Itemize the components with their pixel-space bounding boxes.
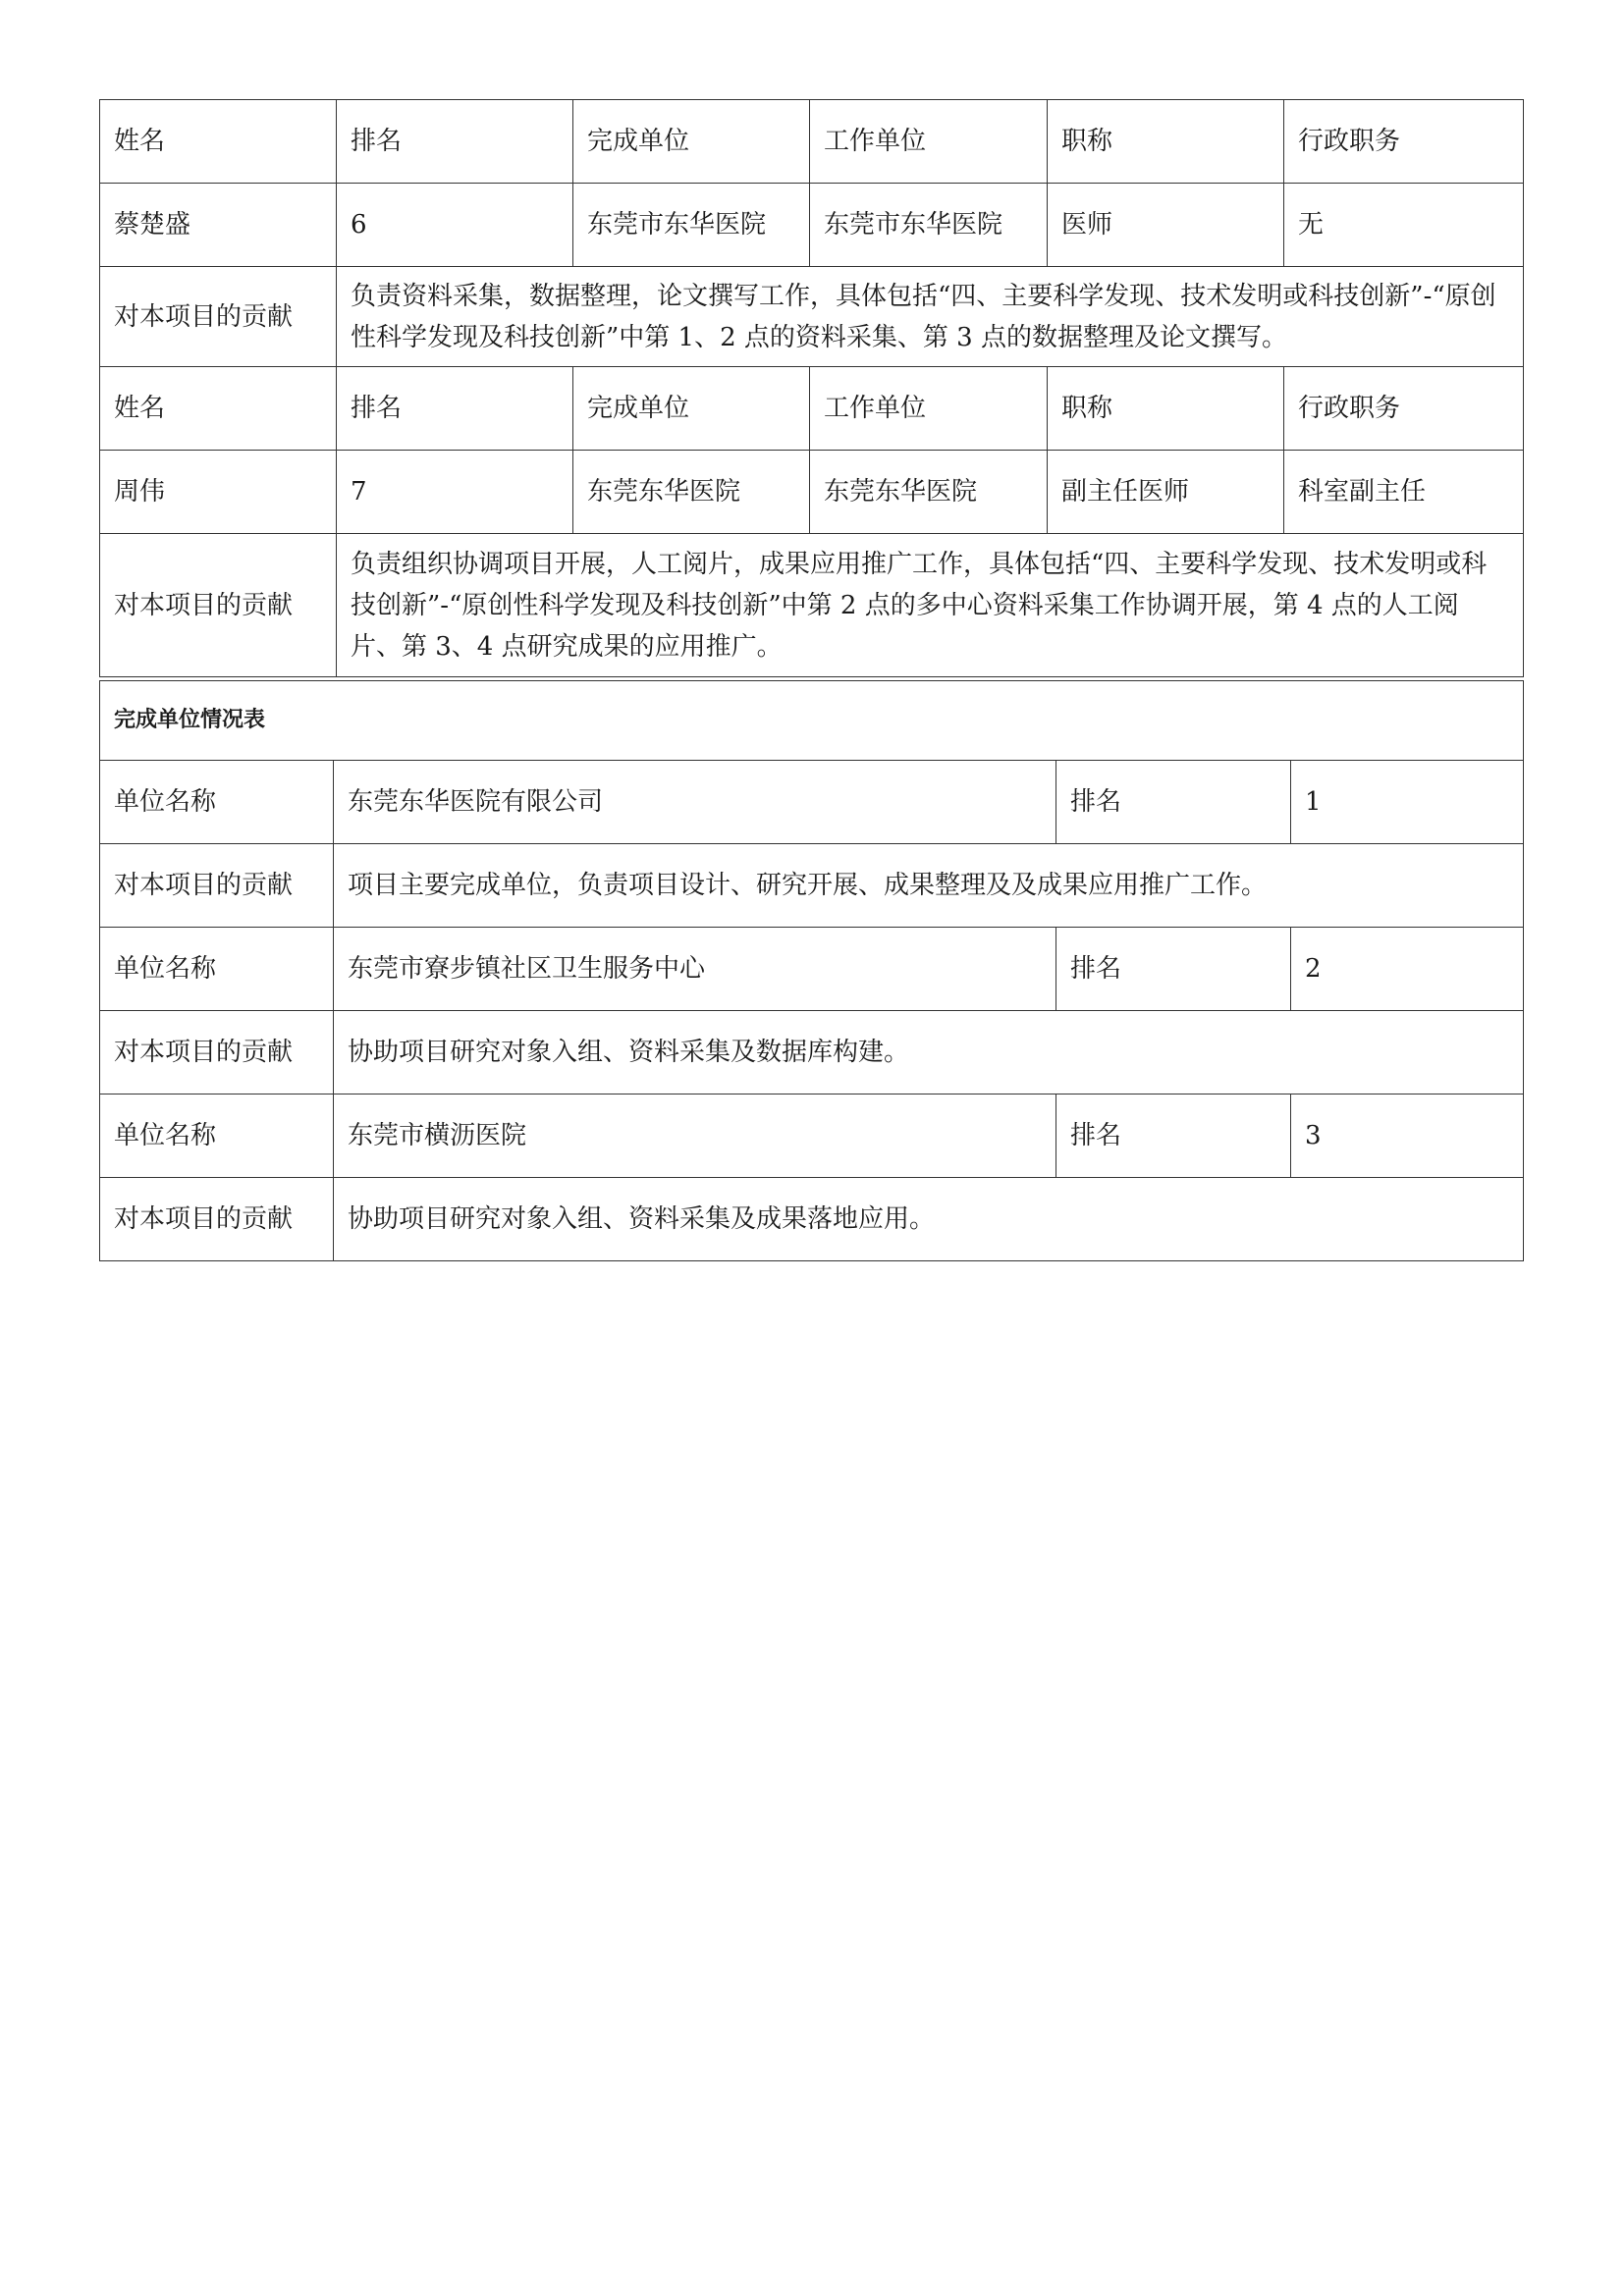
person-rank: 7 bbox=[337, 451, 573, 534]
person-completion-unit: 东莞市东华医院 bbox=[573, 184, 810, 267]
personnel-table bbox=[99, 99, 1524, 677]
header-name: 姓名 bbox=[100, 367, 337, 451]
contribution-row bbox=[100, 534, 1524, 677]
contribution-label: 对本项目的贡献 bbox=[100, 844, 334, 928]
unit-contribution: 项目主要完成单位，负责项目设计、研究开展、成果整理及及成果应用推广工作。 bbox=[334, 844, 1524, 928]
header-work-unit: 工作单位 bbox=[810, 367, 1048, 451]
contribution-label: 对本项目的贡献 bbox=[100, 1178, 334, 1261]
unit-rank-label: 排名 bbox=[1056, 928, 1291, 1011]
unit-row bbox=[100, 928, 1524, 1011]
unit-contribution: 协助项目研究对象入组、资料采集及成果落地应用。 bbox=[334, 1178, 1524, 1261]
unit-rank-label: 排名 bbox=[1056, 761, 1291, 844]
header-name: 姓名 bbox=[100, 100, 337, 184]
unit-contribution: 协助项目研究对象入组、资料采集及数据库构建。 bbox=[334, 1011, 1524, 1095]
person-title: 医师 bbox=[1048, 184, 1284, 267]
person-admin-post: 科室副主任 bbox=[1284, 451, 1524, 534]
contribution-label: 对本项目的贡献 bbox=[100, 1011, 334, 1095]
person-row bbox=[100, 184, 1524, 267]
header-completion-unit: 完成单位 bbox=[573, 100, 810, 184]
header-admin-post: 行政职务 bbox=[1284, 100, 1524, 184]
unit-name-label: 单位名称 bbox=[100, 761, 334, 844]
contribution-text: 负责资料采集，数据整理，论文撰写工作，具体包括“四、主要科学发现、技术发明或科技创新”-“原创性科学发现及科技创新”中第 1、2 点的资料采集、第 3 点的数据整理及论文撰写。 bbox=[337, 267, 1524, 367]
header-work-unit: 工作单位 bbox=[810, 100, 1048, 184]
unit-rank: 2 bbox=[1291, 928, 1524, 1011]
header-row bbox=[100, 367, 1524, 451]
header-admin-post: 行政职务 bbox=[1284, 367, 1524, 451]
unit-rank-label: 排名 bbox=[1056, 1095, 1291, 1178]
unit-name: 东莞市寮步镇社区卫生服务中心 bbox=[334, 928, 1056, 1011]
person-name: 周伟 bbox=[100, 451, 337, 534]
contribution-row bbox=[100, 267, 1524, 367]
unit-name-label: 单位名称 bbox=[100, 928, 334, 1011]
unit-row bbox=[100, 1095, 1524, 1178]
person-work-unit: 东莞市东华医院 bbox=[810, 184, 1048, 267]
unit-contribution-row bbox=[100, 1011, 1524, 1095]
person-row bbox=[100, 451, 1524, 534]
header-completion-unit: 完成单位 bbox=[573, 367, 810, 451]
unit-name-label: 单位名称 bbox=[100, 1095, 334, 1178]
person-title: 副主任医师 bbox=[1048, 451, 1284, 534]
header-row bbox=[100, 100, 1524, 184]
header-rank: 排名 bbox=[337, 100, 573, 184]
person-completion-unit: 东莞东华医院 bbox=[573, 451, 810, 534]
unit-contribution-row bbox=[100, 1178, 1524, 1261]
contribution-label: 对本项目的贡献 bbox=[100, 534, 337, 677]
contribution-text: 负责组织协调项目开展，人工阅片，成果应用推广工作，具体包括“四、主要科学发现、技术发明或科技创新”-“原创性科学发现及科技创新”中第 2 点的多中心资料采集工作协调开展，第 4 点的人工阅片、第 3、4 点研究成果的应用推广。 bbox=[337, 534, 1524, 677]
header-rank: 排名 bbox=[337, 367, 573, 451]
unit-row bbox=[100, 761, 1524, 844]
units-table bbox=[99, 680, 1524, 1261]
section-title-row bbox=[100, 681, 1524, 761]
contribution-label: 对本项目的贡献 bbox=[100, 267, 337, 367]
unit-rank: 3 bbox=[1291, 1095, 1524, 1178]
header-title: 职称 bbox=[1048, 100, 1284, 184]
unit-name: 东莞市横沥医院 bbox=[334, 1095, 1056, 1178]
unit-rank: 1 bbox=[1291, 761, 1524, 844]
person-name: 蔡楚盛 bbox=[100, 184, 337, 267]
header-title: 职称 bbox=[1048, 367, 1284, 451]
person-rank: 6 bbox=[337, 184, 573, 267]
unit-contribution-row bbox=[100, 844, 1524, 928]
unit-name: 东莞东华医院有限公司 bbox=[334, 761, 1056, 844]
person-work-unit: 东莞东华医院 bbox=[810, 451, 1048, 534]
section-title: 完成单位情况表 bbox=[100, 681, 1524, 761]
person-admin-post: 无 bbox=[1284, 184, 1524, 267]
